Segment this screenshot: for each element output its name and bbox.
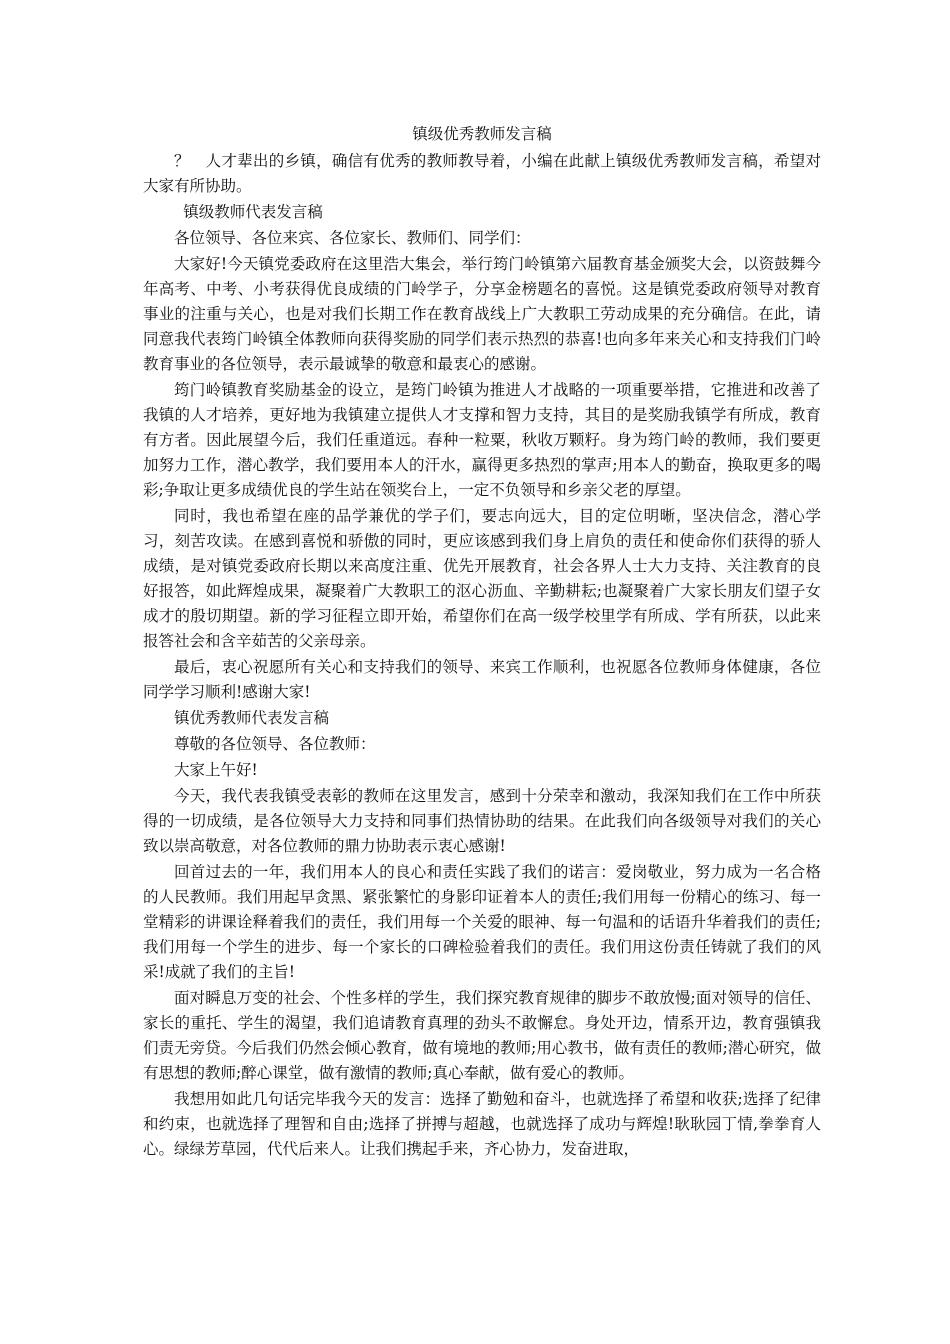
body-paragraph: 筠门岭镇教育奖励基金的设立，是筠门岭镇为推进人才战略的一项重要举措，它推进和改善了我镇的人才培养，更好地为我镇建立提供人才支撑和智力支持，其目的是奖励我镇学有所成，教育有方者。因此展望今后，我们任重道远。春种一粒粟，秋收万颗籽。身为筠门岭的教师，我们要更加努力工作，潜心教学，我们要用本人的汗水，赢得更多热烈的掌声;用本人的勤奋，换取更多的喝彩;争取让更多成绩优良的学生站在领奖台上，一定不负领导和乡亲父老的厚望。 bbox=[143, 381, 821, 499]
body-paragraph: 最后，衷心祝愿所有关心和支持我们的领导、来宾工作顺利，也祝愿各位教师身体健康，各位同学学习顺利!感谢大家! bbox=[143, 658, 821, 701]
salutation-paragraph: 尊敬的各位领导、各位教师： bbox=[174, 735, 376, 753]
salutation-paragraph: 各位领导、各位来宾、各位家长、教师们、同学们： bbox=[174, 229, 531, 247]
body-paragraph: 同时，我也希望在座的品学兼优的学子们，要志向远大，目的定位明晰，坚决信念，潜心学习，刻苦攻读。在感到喜悦和骄傲的同时，更应该感到我们身上肩负的责任和使命你们获得的骄人成绩，是对镇党委政府长期以来高度注重、优先开展教育，社会各界人士大力支持、关注教育的良好报答，如此辉煌成果，凝聚着广大教职工的沤心沥血、辛勤耕耘;也凝聚着广大家长朋友们望子女成才的殷切期望。新的学习征程立即开始，希望你们在高一级学校里学有所成、学有所获，以此来报答社会和含辛茹苦的父亲母亲。 bbox=[143, 507, 821, 650]
intro-paragraph: ？ 人才辈出的乡镇，确信有优秀的教师教导着，小编在此献上镇级优秀教师发言稿，希望对大家有所协助。 bbox=[143, 152, 821, 195]
body-paragraph: 大家好!今天镇党委政府在这里浩大集会，举行筠门岭镇第六届教育基金颁奖大会，以资鼓舞今年高考、中考、小考获得优良成绩的门岭学子，分享金榜题名的喜悦。这是镇党委政府领导对教育事业的注重与关心，也是对我们长期工作在教育战线上广大教职工劳动成果的充分确信。在此，请同意我代表筠门岭镇全体教师向获得奖励的同学们表示热烈的恭喜!也向多年来关心和支持我们门岭教育事业的各位领导，表示最诚挚的敬意和最衷心的感谢。 bbox=[143, 255, 821, 373]
section-heading-town-teacher-speech: 镇级教师代表发言稿 bbox=[183, 203, 323, 221]
body-paragraph: 回首过去的一年，我们用本人的良心和责任实践了我们的诺言：爱岗敬业，努力成为一名合格的人民教师。我们用起早贪黑、紧张繁忙的身影印证着本人的责任;我们用每一份精心的练习、每一堂精彩的讲课诠释着我们的责任，我们用每一个关爱的眼神、每一句温和的话语升华着我们的责任;我们用每一个学生的进步、每一个家长的口碑检验着我们的责任。我们用这份责任铸就了我们的风采!成就了我们的主旨! bbox=[143, 863, 821, 981]
section-heading-excellent-teacher-speech: 镇优秀教师代表发言稿 bbox=[174, 709, 330, 727]
document-page bbox=[143, 122, 821, 1163]
body-paragraph: 我想用如此几句话完毕我今天的发言：选择了勤勉和奋斗，也就选择了希望和收获;选择了纪律和约束，也就选择了理智和自由;选择了拼搏与超越，也就选择了成功与辉煌!耿耿园丁情,拳拳育人心。绿绿芳草园，代代后来人。让我们携起手来，齐心协力，发奋进取， bbox=[143, 1090, 821, 1158]
document-title: 镇级优秀教师发言稿 bbox=[412, 125, 552, 143]
body-paragraph: 面对瞬息万变的社会、个性多样的学生，我们探究教育规律的脚步不敢放慢;面对领导的信任、家长的重托、学生的渴望，我们追请教育真理的劲头不敢懈怠。身处开边，情系开边，教育强镇我们责无旁贷。今后我们仍然会倾心教育，做有境地的教师;用心教书，做有责任的教师;潜心研究，做有思想的教师;醉心课堂，做有激情的教师;真心奉献，做有爱心的教师。 bbox=[143, 989, 821, 1082]
body-paragraph: 今天，我代表我镇受表彰的教师在这里发言，感到十分荣幸和激动，我深知我们在工作中所获得的一切成绩，是各位领导大力支持和同事们热情协助的结果。在此我们向各级领导对我们的关心致以崇高敬意，对各位教师的鼎力协助表示衷心感谢! bbox=[143, 787, 821, 855]
greeting-paragraph: 大家上午好! bbox=[174, 761, 258, 779]
